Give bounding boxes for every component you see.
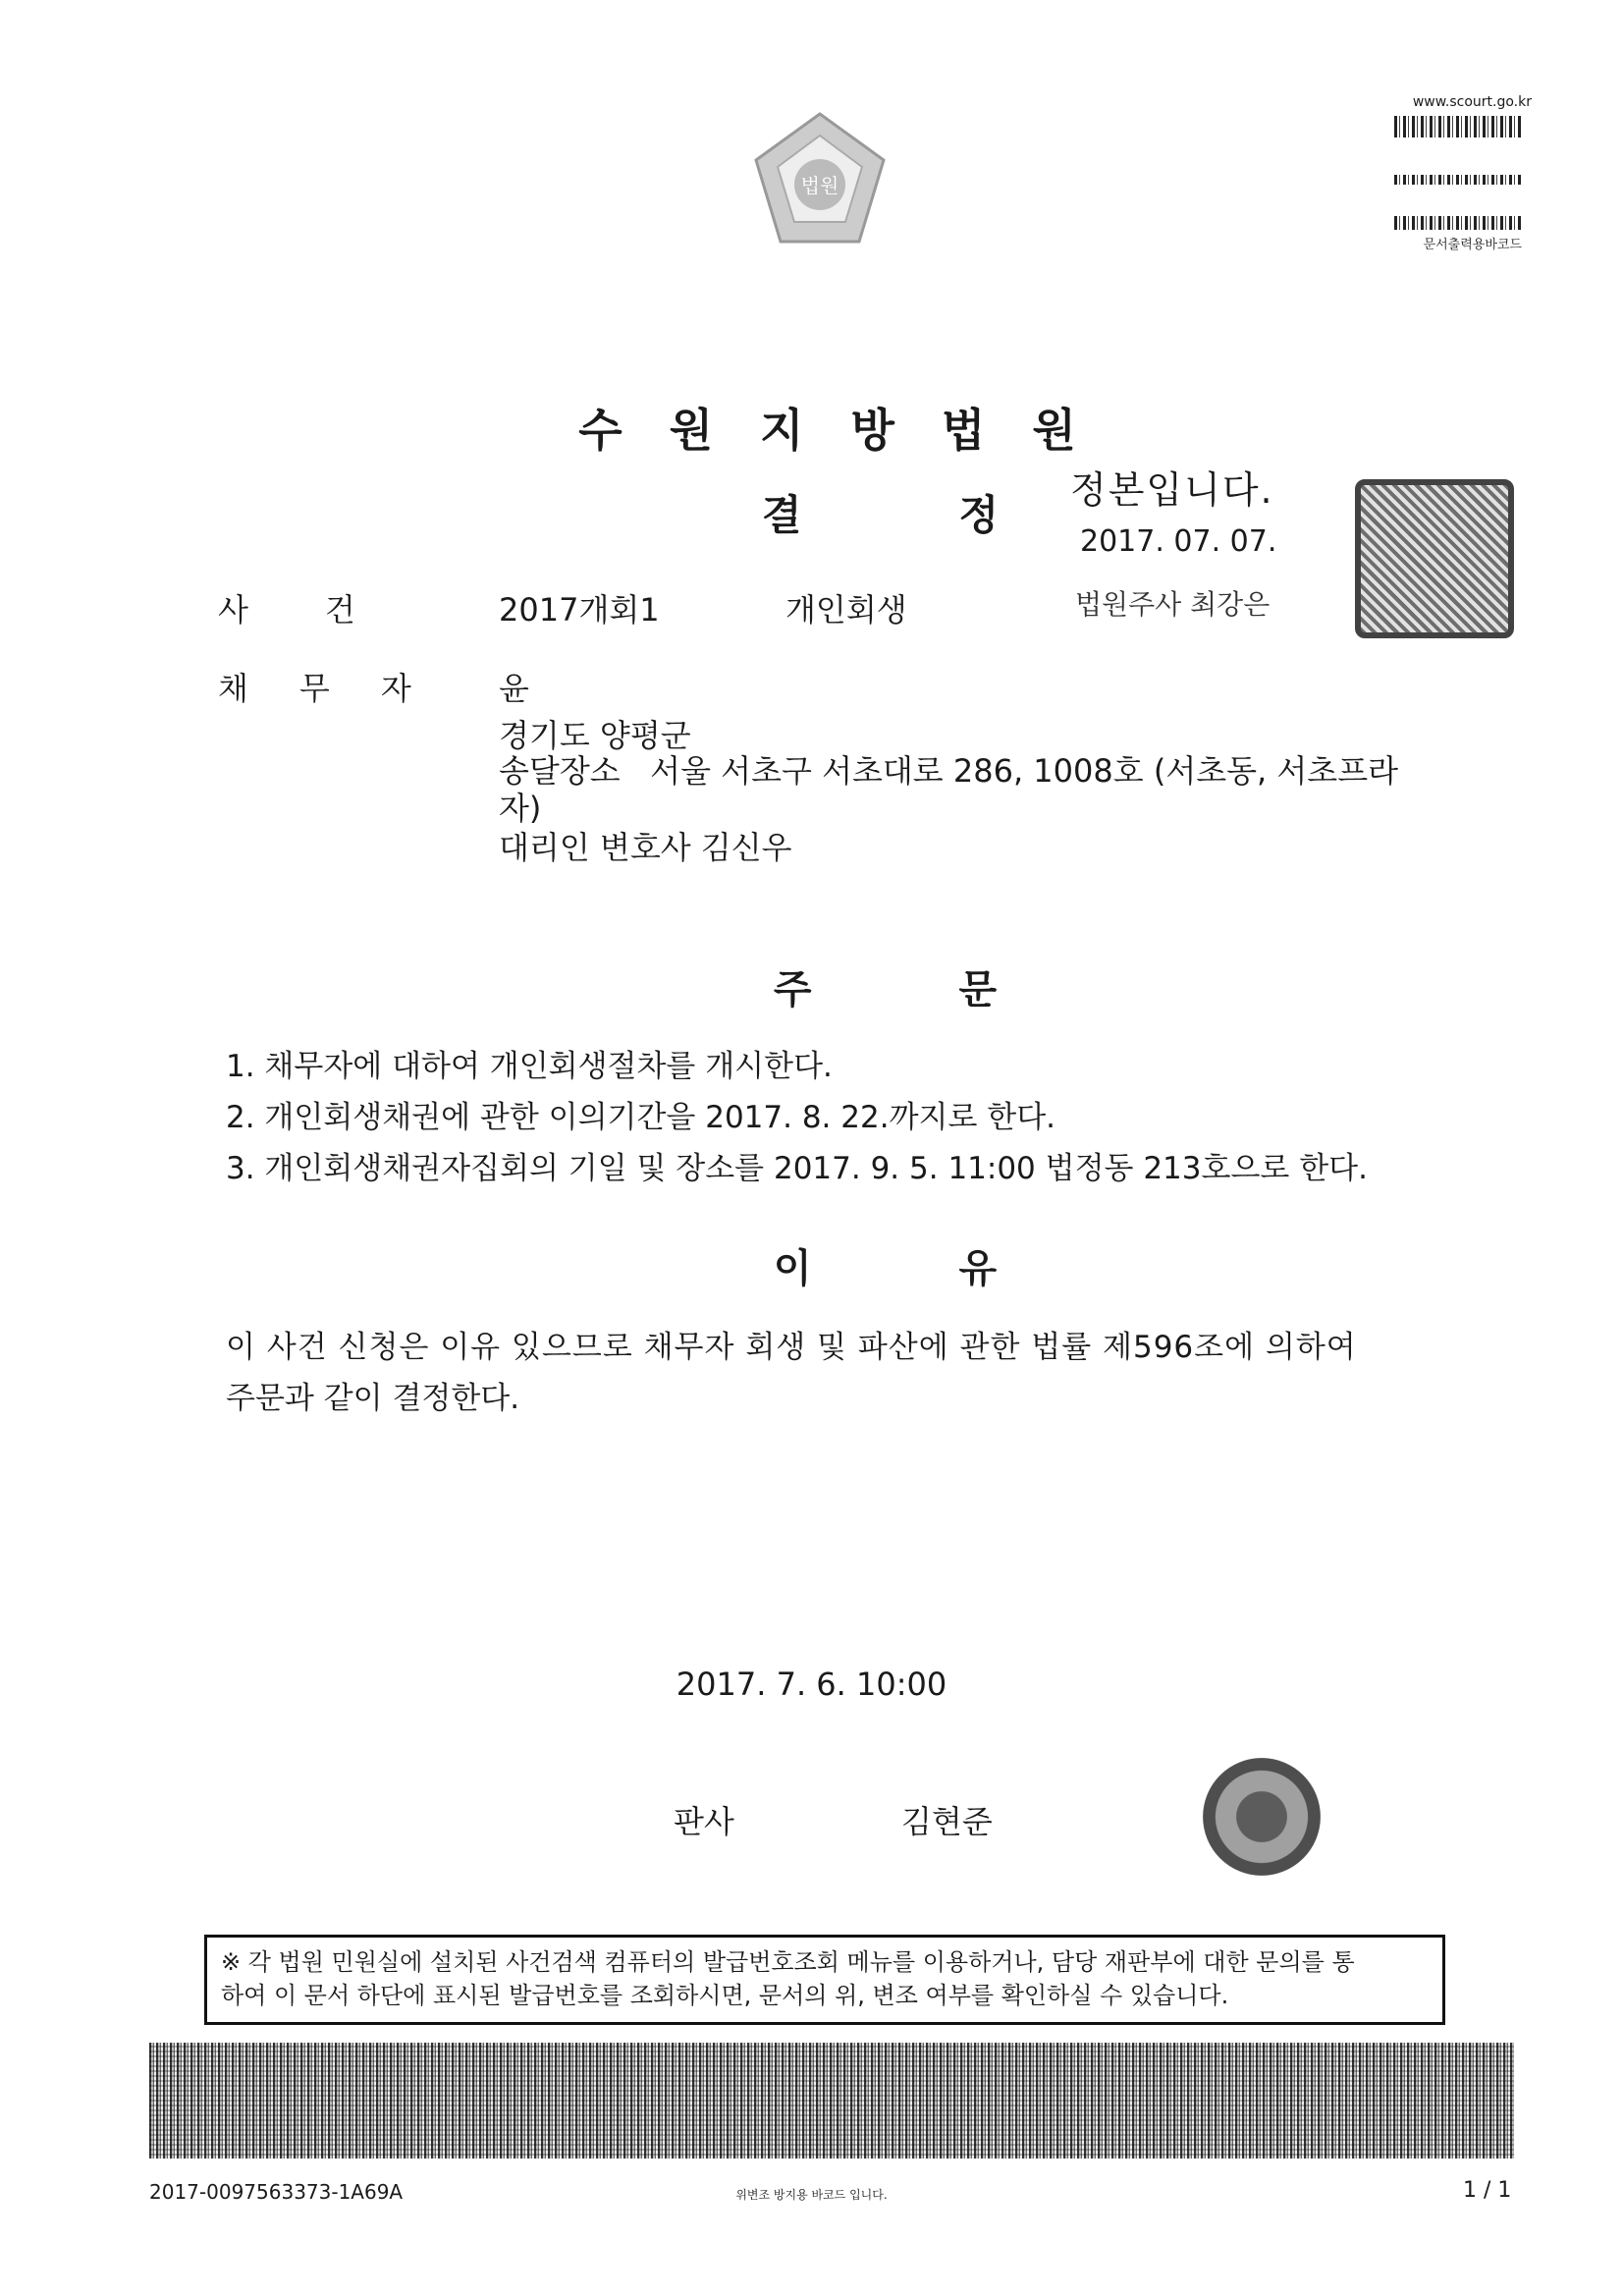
official-stamp (1355, 479, 1514, 638)
verification-notice (204, 1935, 1445, 2025)
certified-date: 2017. 07. 07. (1080, 524, 1277, 559)
court-emblem-text: 법원 (800, 174, 839, 197)
reason-line-2: 주문과 같이 결정한다. (226, 1381, 520, 1416)
top-barcode-3 (1394, 216, 1522, 230)
case-number: 2017개회1 (499, 591, 660, 629)
court-emblem (746, 106, 893, 253)
attorney: 대리인 변호사 김신우 (499, 829, 792, 866)
reason-heading: 이유 (773, 1246, 1145, 1291)
clerk-name: 법원주사 최강은 (1075, 588, 1271, 621)
issue-number: 2017-0097563373-1A69A (149, 2180, 404, 2204)
order-item-2: 2. 개인회생채권에 관한 이의기간을 2017. 8. 22.까지로 한다. (226, 1100, 1056, 1135)
debtor-name: 윤 (499, 670, 529, 707)
delivery-address: 송달장소 서울 서초구 서초대로 286, 1008호 (서초동, 서초프라 (499, 752, 1399, 790)
reason-line-1: 이 사건 신청은 이유 있으므로 채무자 회생 및 파산에 관한 법률 제596조에 의하여 (226, 1330, 1357, 1365)
anti-forgery-pattern (149, 2043, 1514, 2159)
certified-copy-text: 정본입니다. (1070, 468, 1274, 512)
barcode-note: 위변조 방지용 바코드 입니다. (735, 2188, 888, 2202)
case-label: 사건 (218, 591, 432, 629)
decision-date: 2017. 7. 6. 10:00 (676, 1666, 947, 1703)
debtor-label: 채무자 (218, 670, 462, 707)
debtor-address: 경기도 양평군 (499, 717, 691, 754)
top-barcode-1 (1394, 116, 1522, 137)
top-barcode-2 (1394, 175, 1522, 185)
notice-line-2: 하여 이 문서 하단에 표시된 발급번호를 조회하시면, 문서의 위, 변조 여부를 확인하실 수 있습니다. (221, 1982, 1229, 2009)
notice-line-1: ※ 각 법원 민원실에 설치된 사건검색 컴퓨터의 발급번호조회 메뉴를 이용하거나, 담당 재판부에 대한 문의를 통 (221, 1948, 1355, 1976)
order-item-3: 3. 개인회생채권자집회의 기일 및 장소를 2017. 9. 5. 11:00 법정동 213호으로 한다. (226, 1151, 1368, 1186)
court-name: 수원지방법원 (578, 404, 1123, 457)
order-item-1: 1. 채무자에 대하여 개인회생절차를 개시한다. (226, 1049, 833, 1084)
judge-title: 판사 (674, 1803, 734, 1840)
document-type: 결정 (761, 491, 1157, 539)
barcode-label: 문서출력용바코드 (1423, 238, 1522, 252)
order-heading: 주문 (773, 967, 1145, 1012)
site-url: www.scourt.go.kr (1412, 94, 1532, 110)
delivery-address-cont: 자) (499, 790, 542, 827)
page-number: 1 / 1 (1463, 2178, 1512, 2203)
judge-name: 김현준 (901, 1803, 993, 1840)
judge-seal (1203, 1758, 1321, 1876)
case-name: 개인회생 (785, 591, 907, 629)
